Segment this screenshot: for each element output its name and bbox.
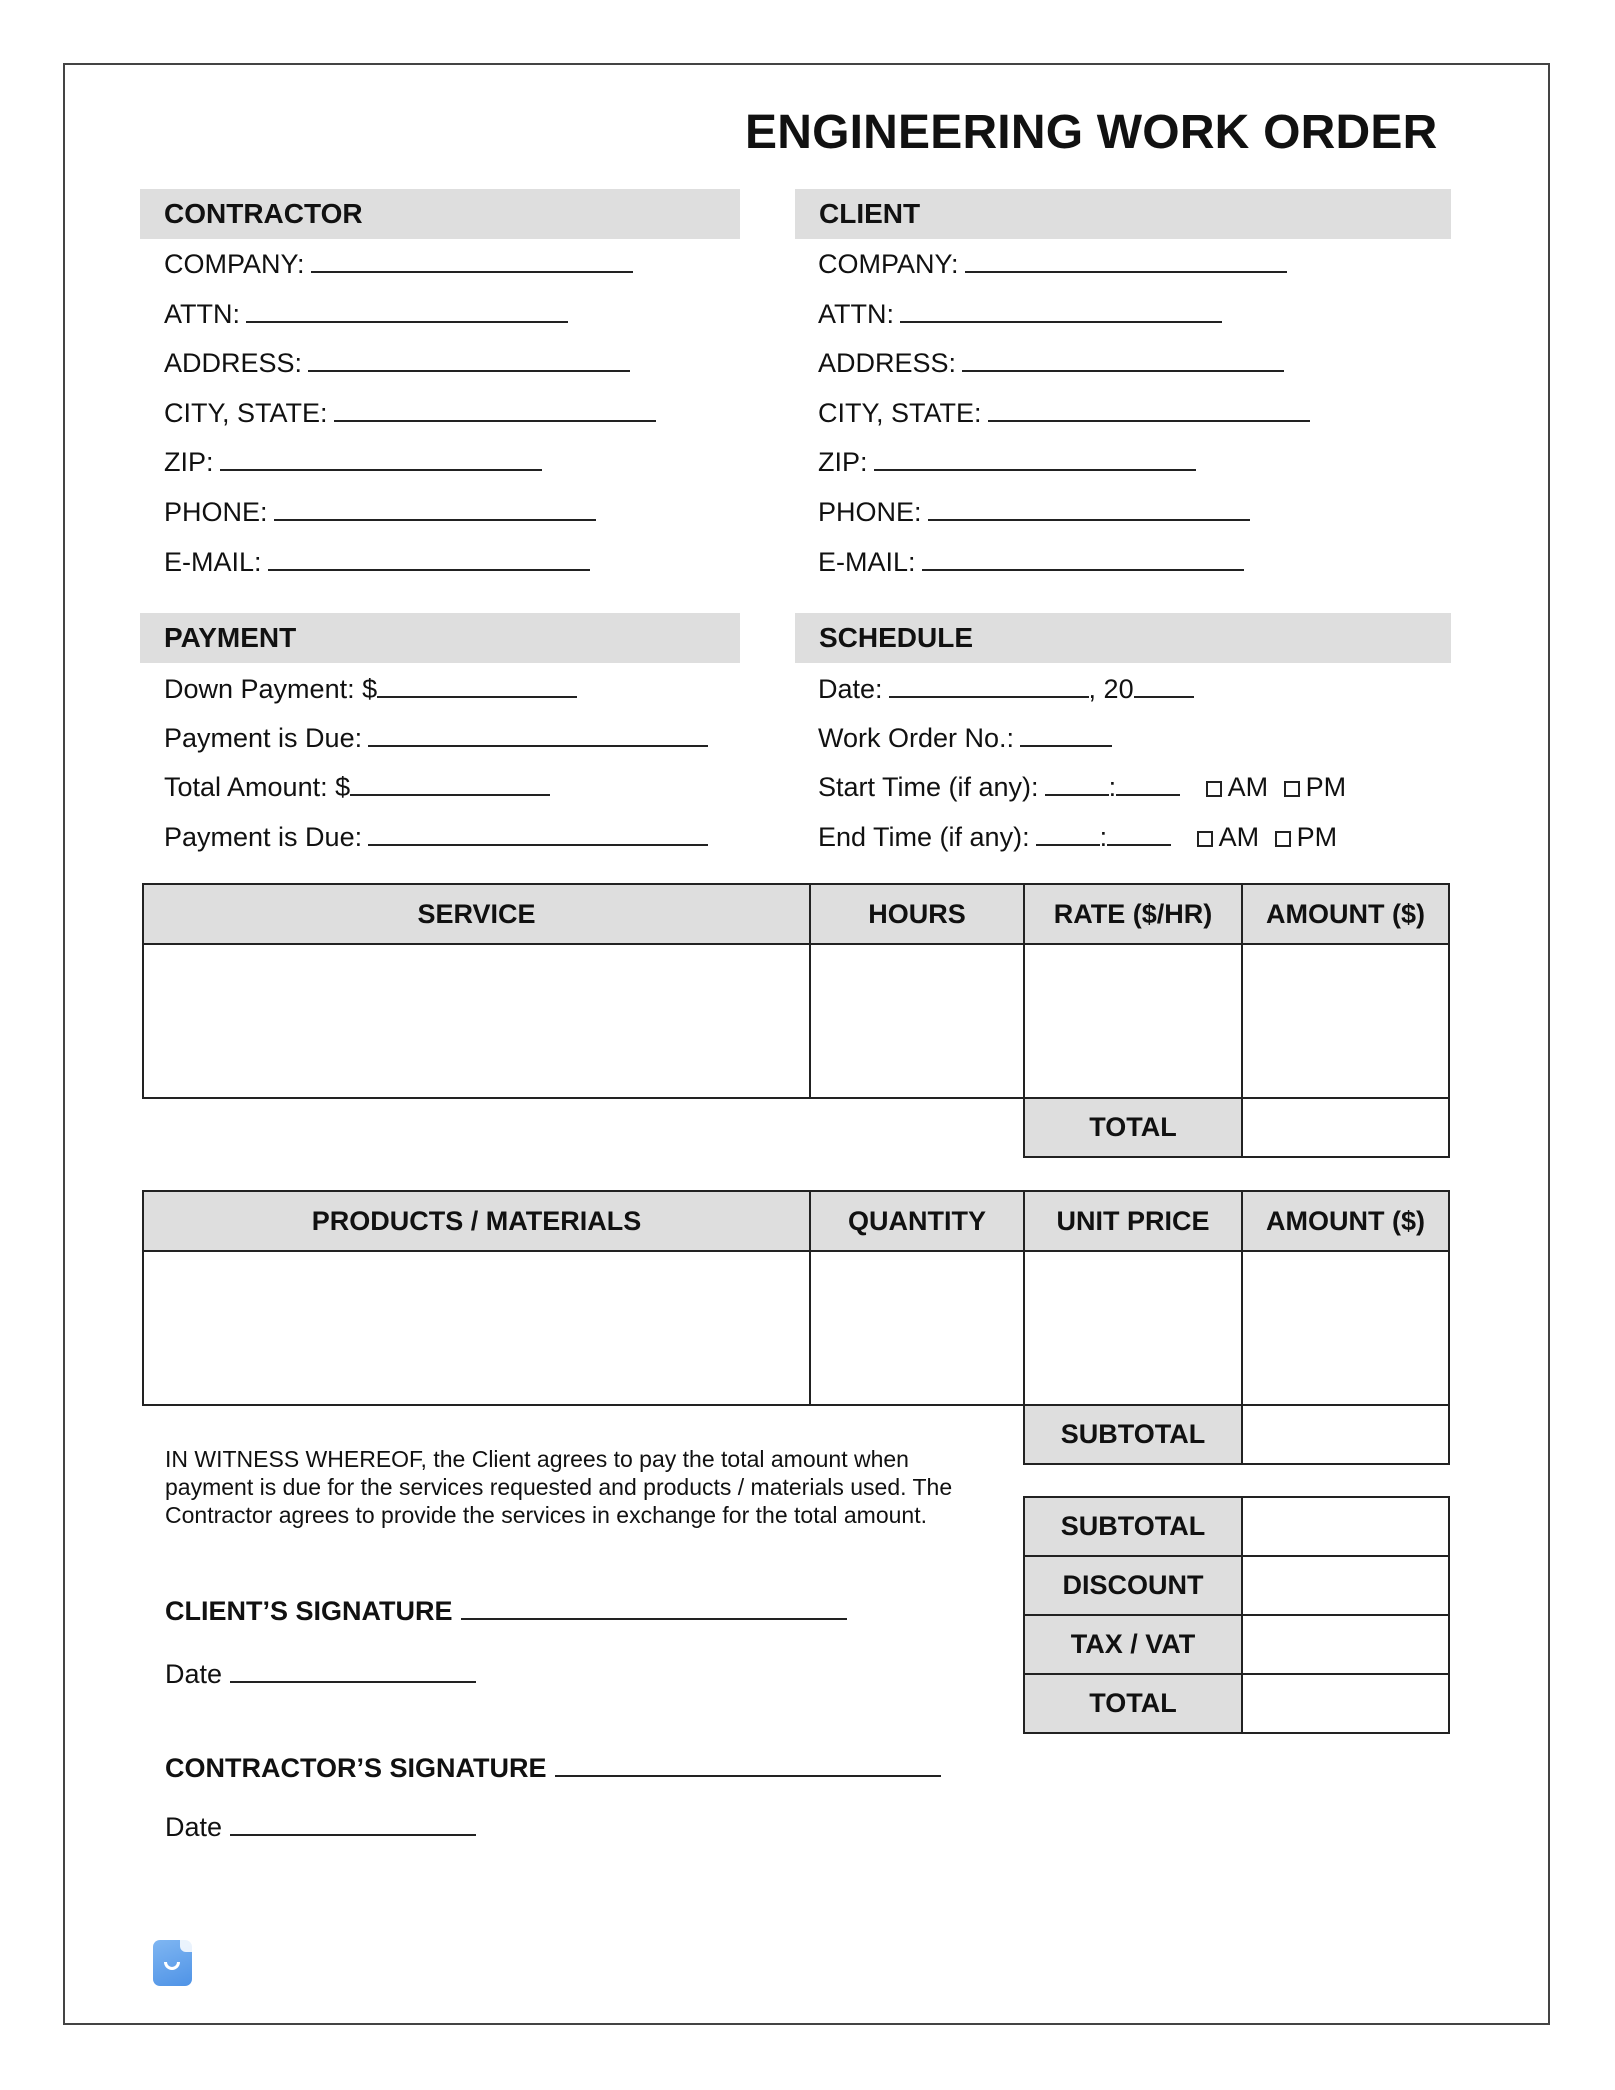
contractor-phone-field[interactable]: PHONE:	[164, 493, 596, 529]
summary-tax-label: TAX / VAT	[1024, 1615, 1242, 1674]
summary-total-label: TOTAL	[1024, 1674, 1242, 1733]
client-email-field[interactable]: E-MAIL:	[818, 543, 1244, 579]
client-zip-field[interactable]: ZIP:	[818, 443, 1196, 479]
products-amount-cell[interactable]	[1242, 1251, 1449, 1405]
amount-header: AMOUNT ($)	[1242, 884, 1449, 944]
document-smile-logo-icon	[153, 1940, 192, 1986]
work-order-number-field[interactable]: Work Order No.:	[818, 719, 1112, 755]
client-signature-date-field[interactable]: Date	[165, 1655, 476, 1690]
client-phone-field[interactable]: PHONE:	[818, 493, 1250, 529]
contractor-signature-field[interactable]: CONTRACTOR’S SIGNATURE	[165, 1749, 941, 1784]
service-cell[interactable]	[143, 944, 810, 1098]
rate-cell[interactable]	[1024, 944, 1242, 1098]
quantity-header: QUANTITY	[810, 1191, 1024, 1251]
contractor-address-field[interactable]: ADDRESS:	[164, 344, 630, 380]
client-city-state-field[interactable]: CITY, STATE:	[818, 394, 1310, 430]
quantity-cell[interactable]	[810, 1251, 1024, 1405]
product-cell[interactable]	[143, 1251, 810, 1405]
total-amount-field[interactable]: Total Amount: $	[164, 768, 550, 804]
client-signature-field[interactable]: CLIENT’S SIGNATURE	[165, 1592, 847, 1627]
service-total-cell[interactable]	[1242, 1098, 1449, 1157]
client-address-field[interactable]: ADDRESS:	[818, 344, 1284, 380]
witness-statement: IN WITNESS WHEREOF, the Client agrees to pay the total amount when payment is due for the services requested and products / materials used. The Contractor agrees to provide the services in exchange for the total amount.	[165, 1446, 953, 1528]
schedule-date-field[interactable]: Date: , 20	[818, 670, 1194, 706]
summary-subtotal-cell[interactable]	[1242, 1497, 1449, 1556]
payment-heading: PAYMENT	[140, 613, 740, 663]
amount-cell[interactable]	[1242, 944, 1449, 1098]
start-pm-checkbox[interactable]	[1284, 781, 1300, 797]
hours-cell[interactable]	[810, 944, 1024, 1098]
summary-total-cell[interactable]	[1242, 1674, 1449, 1733]
hours-header: HOURS	[810, 884, 1024, 944]
summary-table	[1023, 1496, 1450, 1734]
contractor-company-field[interactable]: COMPANY:	[164, 245, 633, 281]
contractor-city-state-field[interactable]: CITY, STATE:	[164, 394, 656, 430]
end-pm-checkbox[interactable]	[1275, 831, 1291, 847]
contractor-attn-field[interactable]: ATTN:	[164, 295, 568, 331]
payment-due-field-1[interactable]: Payment is Due:	[164, 719, 708, 755]
down-payment-field[interactable]: Down Payment: $	[164, 670, 577, 706]
service-table	[142, 883, 1450, 1158]
products-subtotal-label: SUBTOTAL	[1024, 1405, 1242, 1464]
products-amount-header: AMOUNT ($)	[1242, 1191, 1449, 1251]
products-subtotal-cell[interactable]	[1242, 1405, 1449, 1464]
summary-tax-cell[interactable]	[1242, 1615, 1449, 1674]
products-header: PRODUCTS / MATERIALS	[143, 1191, 810, 1251]
client-attn-field[interactable]: ATTN:	[818, 295, 1222, 331]
end-time-field[interactable]: End Time (if any): : AM PM	[818, 818, 1337, 854]
page-title: ENGINEERING WORK ORDER	[745, 106, 1438, 159]
contractor-zip-field[interactable]: ZIP:	[164, 443, 542, 479]
contractor-heading: CONTRACTOR	[140, 189, 740, 239]
summary-discount-cell[interactable]	[1242, 1556, 1449, 1615]
service-total-label: TOTAL	[1024, 1098, 1242, 1157]
payment-due-field-2[interactable]: Payment is Due:	[164, 818, 708, 854]
unit-price-cell[interactable]	[1024, 1251, 1242, 1405]
client-heading: CLIENT	[795, 189, 1451, 239]
client-company-field[interactable]: COMPANY:	[818, 245, 1287, 281]
schedule-heading: SCHEDULE	[795, 613, 1451, 663]
unit-price-header: UNIT PRICE	[1024, 1191, 1242, 1251]
summary-subtotal-label: SUBTOTAL	[1024, 1497, 1242, 1556]
contractor-email-field[interactable]: E-MAIL:	[164, 543, 590, 579]
summary-discount-label: DISCOUNT	[1024, 1556, 1242, 1615]
end-am-checkbox[interactable]	[1197, 831, 1213, 847]
service-header: SERVICE	[143, 884, 810, 944]
contractor-signature-date-field[interactable]: Date	[165, 1808, 476, 1843]
start-am-checkbox[interactable]	[1206, 781, 1222, 797]
rate-header: RATE ($/HR)	[1024, 884, 1242, 944]
products-table	[142, 1190, 1450, 1465]
start-time-field[interactable]: Start Time (if any): : AM PM	[818, 768, 1346, 804]
